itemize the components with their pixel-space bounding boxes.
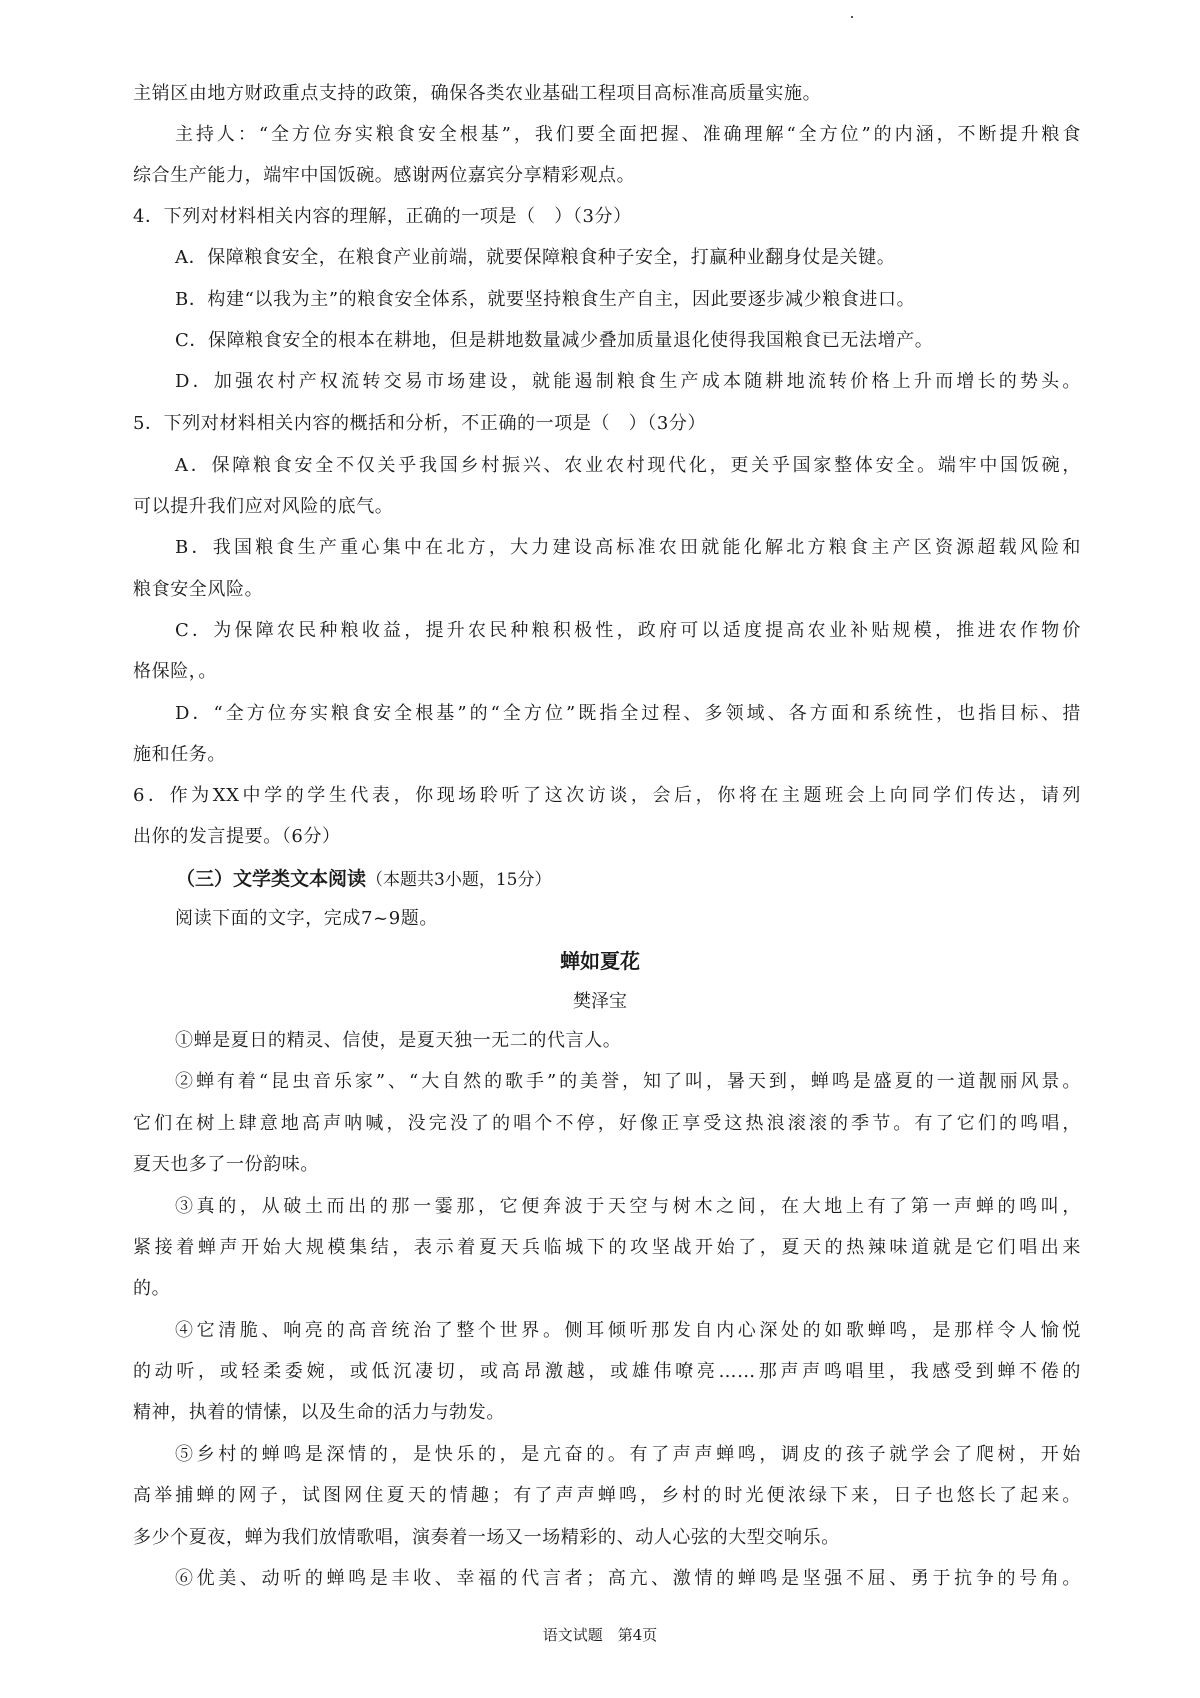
essay-paragraph-4-line-3: 精神，执着的情愫，以及生命的活力与勃发。 <box>133 1402 505 1423</box>
essay-paragraph-3-line-1: ③真的，从破土而出的那一霎那，它便奔波于天空与树木之间，在大地上有了第一声蝉的鸣叫， <box>175 1196 1081 1217</box>
host-closing-line-2: 综合生产能力，端牢中国饭碗。感谢两位嘉宾分享精彩观点。 <box>133 165 636 186</box>
question-4-option-c: C．保障粮食安全的根本在耕地，但是耕地数量减少叠加质量退化使得我国粮食已无法增产。 <box>175 330 934 351</box>
question-6-line-1: 6．作为XX中学的学生代表，你现场聆听了这次访谈，会后，你将在主题班会上向同学们传达，请列 <box>133 785 1081 806</box>
question-5-option-d-line-1: D．“全方位夯实粮食安全根基”的“全方位”既指全过程、多领域、各方面和系统性，也指目标、措 <box>175 703 1081 724</box>
essay-author: 樊泽宝 <box>573 991 627 1012</box>
section-3-subtitle: （本题共3小题，15分） <box>366 870 552 890</box>
essay-paragraph-5-line-2: 高举捕蝉的网子，试图网住夏天的情趣；有了声声蝉鸣，乡村的时光便浓绿下来，日子也悠长了起来。 <box>133 1485 1081 1506</box>
question-5-option-d-line-2: 施和任务。 <box>133 744 226 765</box>
essay-paragraph-4-line-1: ④它清脆、响亮的高音统治了整个世界。侧耳倾听那发自内心深处的如歌蝉鸣，是那样令人愉悦 <box>175 1320 1081 1341</box>
question-4-option-d: D．加强农村产权流转交易市场建设，就能遏制粮食生产成本随耕地流转价格上升而增长的势头。 <box>175 371 1081 392</box>
question-4-option-b: B．构建“以我为主”的粮食安全体系，就要坚持粮食生产自主，因此要逐步减少粮食进口。 <box>175 289 916 310</box>
essay-paragraph-5-line-3: 多少个夏夜，蝉为我们放情歌唱，演奏着一场又一场精彩的、动人心弦的大型交响乐。 <box>133 1527 840 1548</box>
essay-paragraph-2-line-1: ②蝉有着“昆虫音乐家”、“大自然的歌手”的美誉，知了叫，暑天到，蝉鸣是盛夏的一道靓丽风景。 <box>175 1071 1081 1092</box>
question-5-stem: 5．下列对材料相关内容的概括和分析，不正确的一项是（ ）（3分） <box>133 413 707 434</box>
question-5-option-a-line-1: A．保障粮食安全不仅关乎我国乡村振兴、农业农村现代化，更关乎国家整体安全。端牢中国饭碗， <box>175 455 1081 476</box>
essay-paragraph-2-line-3: 夏天也多了一份韵味。 <box>133 1154 319 1175</box>
host-closing-line-1: 主持人：“全方位夯实粮食安全根基”，我们要全面把握、准确理解“全方位”的内涵，不断提升粮食 <box>175 124 1081 145</box>
essay-paragraph-3-line-3: 的。 <box>133 1278 171 1299</box>
section-3-title: （三）文学类文本阅读 <box>176 868 367 890</box>
essay-paragraph-6-line-1: ⑥优美、动听的蝉鸣是丰收、幸福的代言者；高亢、激情的蝉鸣是坚强不屈、勇于抗争的号角。 <box>175 1568 1081 1589</box>
essay-title: 蝉如夏花 <box>560 949 640 973</box>
page-footer: 语文试题 第4页 <box>542 1626 658 1644</box>
question-5-option-b-line-1: B．我国粮食生产重心集中在北方，大力建设高标准农田就能化解北方粮食主产区资源超载风险和 <box>175 537 1081 558</box>
question-5-option-a-line-2: 可以提升我们应对风险的底气。 <box>133 496 394 517</box>
question-5-option-c-line-2: 格保险，。 <box>133 661 217 682</box>
essay-paragraph-1: ①蝉是夏日的精灵、信使，是夏天独一无二的代言人。 <box>175 1030 622 1051</box>
essay-paragraph-3-line-2: 紧接着蝉声开始大规模集结，表示着夏天兵临城下的攻坚战开始了，夏天的热辣味道就是它们唱出来 <box>133 1237 1081 1258</box>
question-5-option-b-line-2: 粮食安全风险。 <box>133 579 264 600</box>
question-6-line-2: 出你的发言提要。（6分） <box>133 826 341 847</box>
question-5-option-c-line-1: C．为保障农民种粮收益，提升农民种粮积极性，政府可以适度提高农业补贴规模，推进农作物价 <box>175 620 1081 641</box>
essay-paragraph-5-line-1: ⑤乡村的蝉鸣是深情的，是快乐的，是亢奋的。有了声声蝉鸣，调皮的孩子就学会了爬树，开始 <box>175 1444 1081 1465</box>
section-3-heading <box>176 865 551 894</box>
essay-paragraph-2-line-2: 它们在树上肆意地高声呐喊，没完没了的唱个不停，好像正享受这热浪滚滚的季节。有了它们的鸣唱， <box>133 1113 1081 1134</box>
scan-speck <box>851 16 853 18</box>
material-continuation: 主销区由地方财政重点支持的政策，确保各类农业基础工程项目高标准高质量实施。 <box>133 83 822 104</box>
question-4-stem: 4．下列对材料相关内容的理解，正确的一项是（ ）（3分） <box>133 206 632 227</box>
essay-paragraph-4-line-2: 的动听，或轻柔委婉，或低沉凄切，或高昂激越，或雄伟嘹亮……那声声鸣唱里，我感受到蝉不倦的 <box>133 1361 1081 1382</box>
section-3-instruction: 阅读下面的文字，完成7~9题。 <box>175 908 438 929</box>
question-4-option-a: A．保障粮食安全，在粮食产业前端，就要保障粮食种子安全，打赢种业翻身仗是关键。 <box>175 247 896 268</box>
